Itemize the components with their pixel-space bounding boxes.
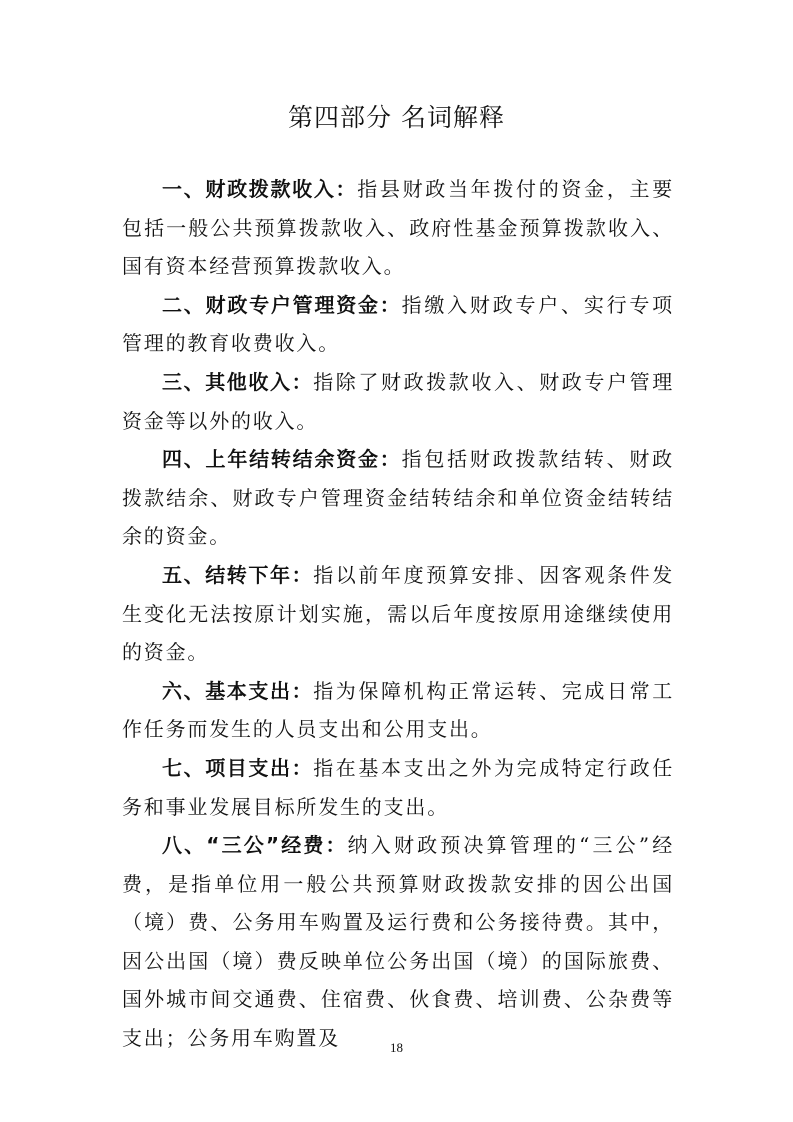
glossary-entry-2 [122,286,674,363]
term-definition: 指为保障机构正常运转、完成日常工作任务而发生的人员支出和公用支出。 [122,678,674,742]
glossary-entry-3 [122,363,674,440]
glossary-entry-7 [122,749,674,826]
term-label: 三、其他收入： [162,369,314,394]
glossary-entry-4 [122,440,674,556]
term-label: 二、财政专户管理资金： [162,292,402,317]
term-definition: 指以前年度预算安排、因客观条件发生变化无法按原计划实施，需以后年度按原用途继续使用的资金。 [122,562,674,665]
term-label: 一、财政拨款收入： [162,177,358,201]
term-definition: 指除了财政拨款收入、财政专户管理资金等以外的收入。 [122,369,674,433]
term-label: 八、“三公”经费： [162,833,348,858]
term-label: 四、上年结转结余资金： [162,447,402,472]
glossary-entry-6 [122,672,674,749]
term-definition: 纳入财政预决算管理的“三公”经费，是指单位用一般公共预算财政拨款安排的因公出国（境）费、公务用车购置及运行费和公务接待费。其中，因公出国（境）费反映单位公务出国（境）的国际旅费、国外城市间交通费、住宿费、伙食费、培训费、公杂费等支出；公务用车购置及 [122,833,674,1051]
term-definition: 指缴入财政专户、实行专项管理的教育收费收入。 [122,292,674,356]
glossary-entry-1 [122,170,674,286]
glossary-entry-8 [122,826,674,1058]
term-label: 六、基本支出： [162,678,314,703]
page-title: 第四部分 名词解释 [288,103,505,132]
glossary-entry-5 [122,556,674,672]
term-definition: 指在基本支出之外为完成特定行政任务和事业发展目标所发生的支出。 [122,755,674,819]
glossary-body [122,170,674,1058]
page-number: 18 [390,1040,403,1055]
term-definition: 指县财政当年拨付的资金，主要包括一般公共预算拨款收入、政府性基金预算拨款收入、国有资本经营预算拨款收入。 [122,177,674,279]
term-label: 五、结转下年： [162,562,314,587]
term-definition: 指包括财政拨款结转、财政拨款结余、财政专户管理资金结转结余和单位资金结转结余的资金。 [122,447,674,549]
term-label: 七、项目支出： [162,755,314,780]
